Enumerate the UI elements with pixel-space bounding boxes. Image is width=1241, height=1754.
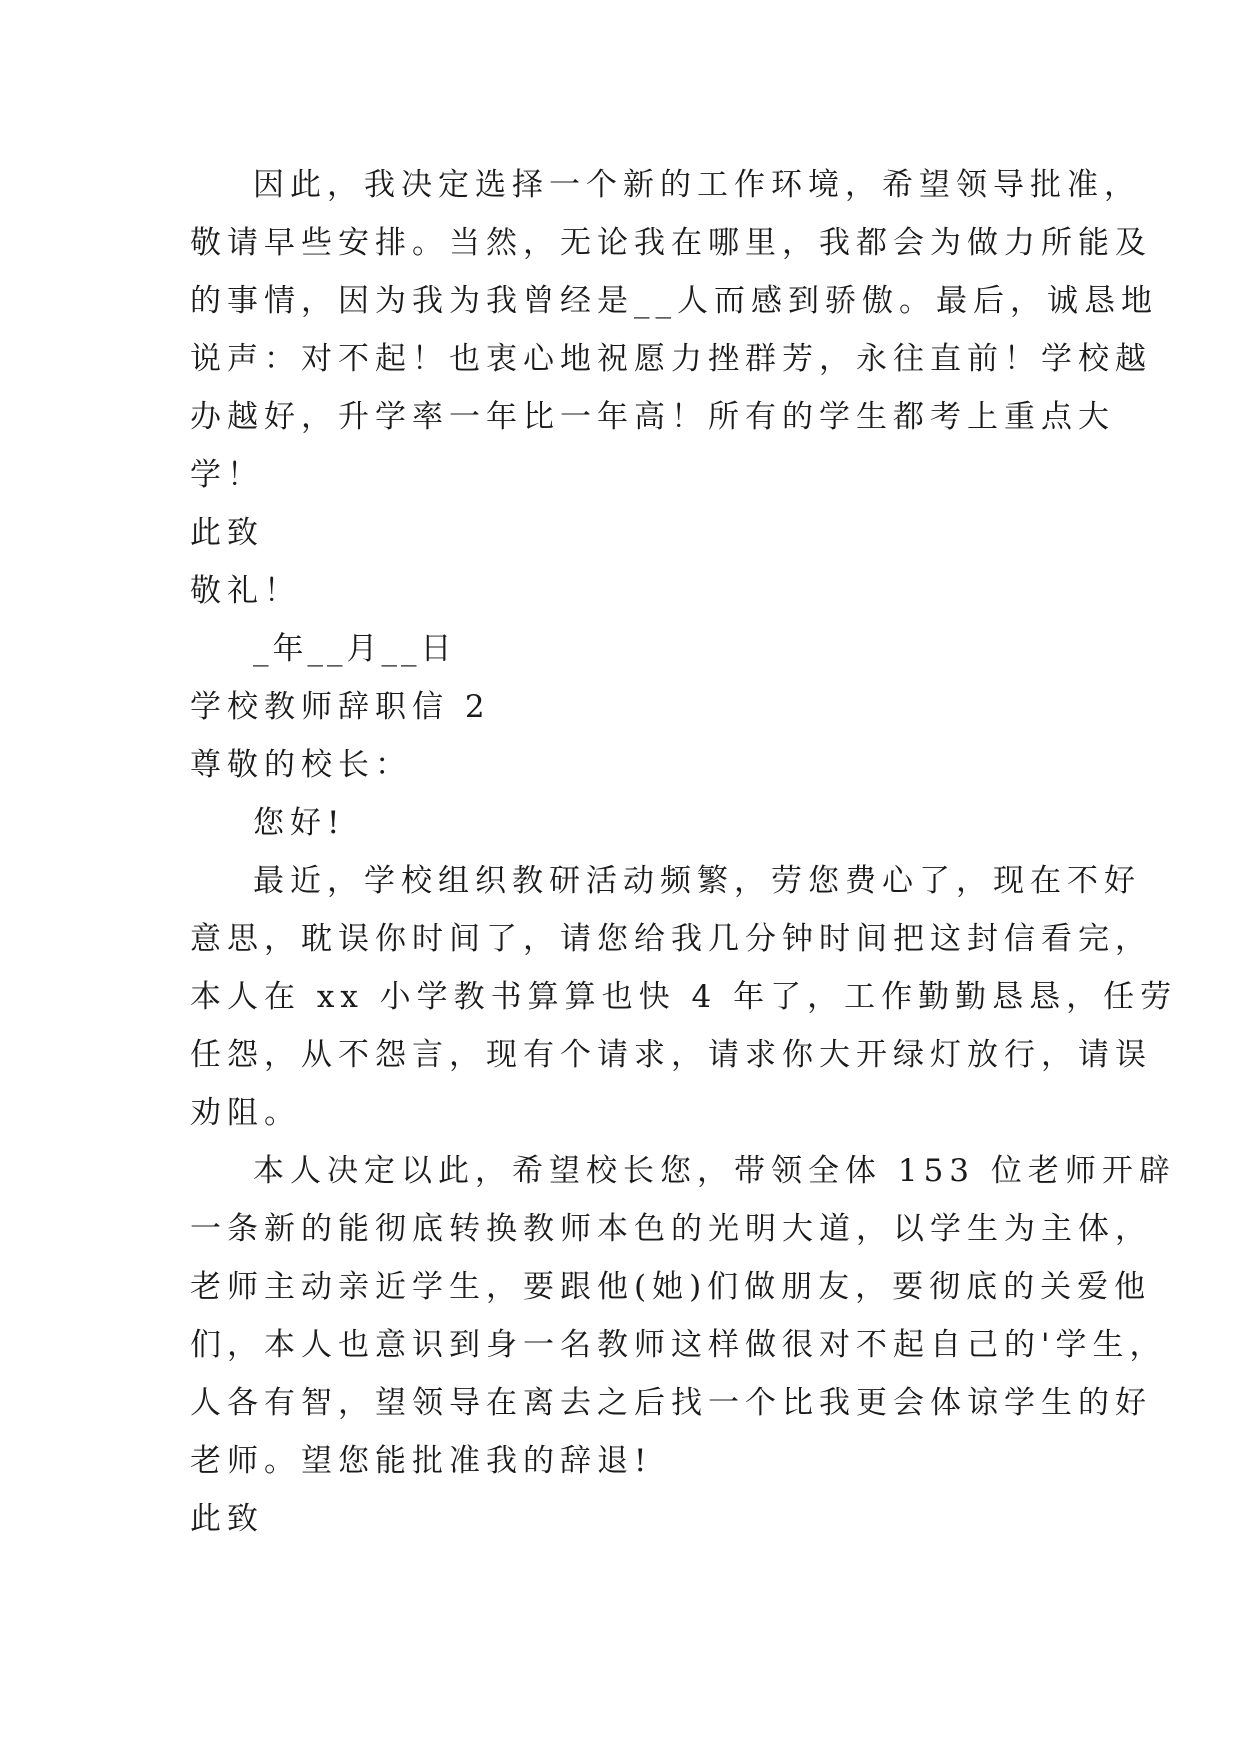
paragraph-line: 本人在 xx 小学教书算算也快 4 年了，工作勤勤恳恳，任劳: [190, 979, 1178, 1015]
paragraph-line: 因此，我决定选择一个新的工作环境，希望领导批准，: [253, 167, 1141, 203]
closing-line: 此致: [190, 515, 264, 551]
date-line: _年__月__日: [253, 631, 456, 667]
closing-line: 此致: [190, 1501, 264, 1537]
paragraph-line: 最近，学校组织教研活动频繁，劳您费心了，现在不好: [253, 863, 1141, 899]
paragraph-line: 们，本人也意识到身一名教师这样做很对不起自己的'学生，: [190, 1327, 1167, 1363]
paragraph-line: 一条新的能彻底转换教师本色的光明大道，以学生为主体，: [190, 1211, 1152, 1247]
paragraph-line: 学！: [190, 457, 264, 493]
paragraph-line: 的事情，因为我为我曾经是__人而感到骄傲。最后，诚恳地: [190, 283, 1158, 319]
paragraph-line: 本人决定以此，希望校长您，带领全体 153 位老师开辟: [253, 1153, 1176, 1189]
paragraph-line: 老师主动亲近学生，要跟他(她)们做朋友，要彻底的关爱他: [190, 1269, 1152, 1305]
recipient-line: 尊敬的校长：: [190, 747, 412, 783]
paragraph-line: 说声：对不起！也衷心地祝愿力挫群芳，永往直前！学校越: [190, 341, 1152, 377]
salutation-line: 敬礼！: [190, 573, 301, 609]
paragraph-line: 意思，耽误你时间了，请您给我几分钟时间把这封信看完，: [190, 921, 1152, 957]
paragraph-line: 人各有智，望领导在离去之后找一个比我更会体谅学生的好: [190, 1385, 1152, 1421]
greeting-line: 您好!: [253, 805, 346, 841]
paragraph-line: 办越好，升学率一年比一年高！所有的学生都考上重点大: [190, 399, 1115, 435]
paragraph-line: 老师。望您能批准我的辞退!: [190, 1443, 653, 1479]
paragraph-line: 任怨，从不怨言，现有个请求，请求你大开绿灯放行，请误: [190, 1037, 1152, 1073]
paragraph-line: 劝阻。: [190, 1095, 301, 1131]
letter-title: 学校教师辞职信 2: [190, 689, 491, 725]
paragraph-line: 敬请早些安排。当然，无论我在哪里，我都会为做力所能及: [190, 225, 1152, 261]
